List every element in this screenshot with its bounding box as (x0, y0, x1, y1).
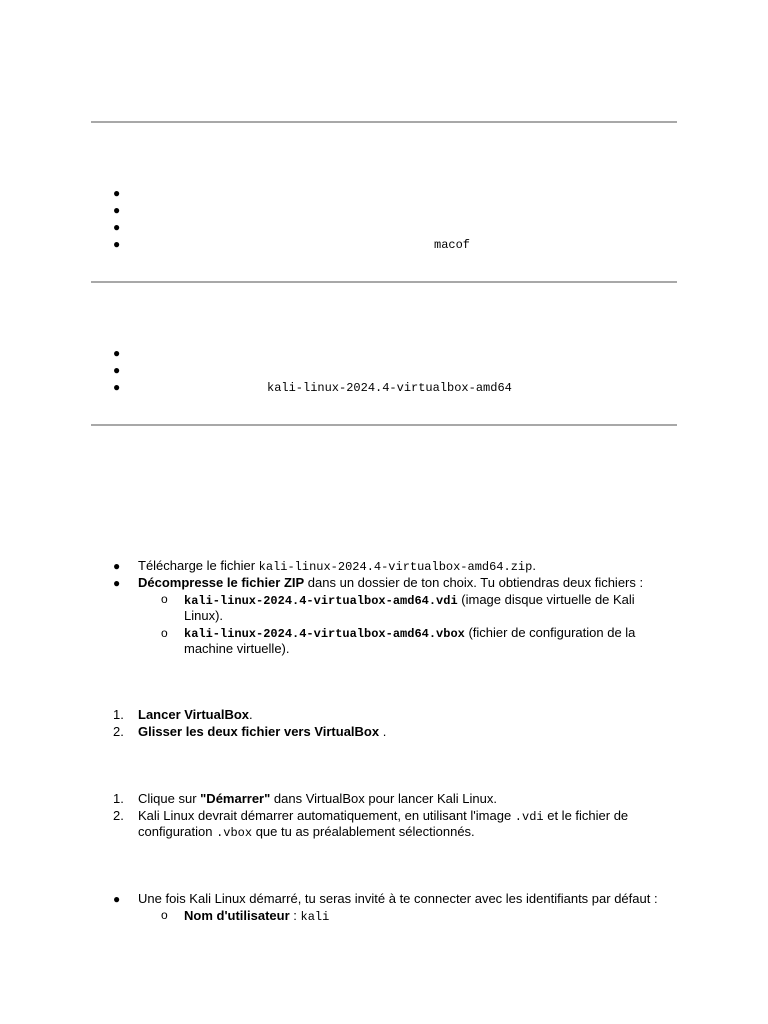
sub-bullet-icon: o (161, 592, 168, 606)
list-item-vbox (184, 625, 635, 642)
list-item-vdi (184, 592, 635, 609)
bullet-icon: ● (113, 186, 121, 200)
unzip-text: dans un dossier de ton choix. Tu obtiendras deux fichiers : (304, 575, 644, 590)
autostart-text-a: Kali Linux devrait démarrer automatiquement, en utilisant l'image (138, 808, 515, 823)
horizontal-rule-1 (91, 121, 677, 123)
username-value: kali (300, 910, 330, 924)
list-number: 1. (113, 791, 124, 806)
vbox-filename: kali-linux-2024.4-virtualbox-amd64.vbox (184, 627, 465, 641)
vdi-filename: kali-linux-2024.4-virtualbox-amd64.vdi (184, 594, 458, 608)
bullet-icon: ● (113, 346, 121, 360)
sub-bullet-icon: o (161, 908, 168, 922)
vdi-continuation: Linux). (184, 608, 224, 623)
login-intro: Une fois Kali Linux démarré, tu seras invité à te connecter avec les identifiants par défaut : (138, 891, 658, 906)
list-item-download (138, 558, 536, 575)
bullet-icon: ● (113, 237, 121, 251)
sub-bullet-icon: o (161, 626, 168, 640)
bullet-icon: ● (113, 576, 121, 590)
username-label: Nom d'utilisateur (184, 908, 290, 923)
code-macof: macof (434, 238, 471, 252)
horizontal-rule-3 (91, 424, 677, 426)
step-launch-virtualbox (138, 707, 253, 723)
login-username (184, 908, 329, 925)
unzip-bold: Décompresse le fichier ZIP (138, 575, 305, 590)
vbox-text: (fichier de configuration de la (464, 625, 636, 640)
step-launch-bold: Lancer VirtualBox (138, 707, 250, 722)
horizontal-rule-2 (91, 281, 677, 283)
bullet-icon: ● (113, 363, 121, 377)
step-autostart-line1 (138, 808, 628, 825)
step-start-pre: Clique sur (138, 791, 201, 806)
autostart-code-vbox: .vbox (216, 826, 253, 840)
download-filename: kali-linux-2024.4-virtualbox-amd64.zip (258, 560, 533, 574)
step-launch-tail: . (249, 707, 253, 722)
code-kali-name: kali-linux-2024.4-virtualbox-amd64 (267, 381, 512, 395)
step-start-bold: "Démarrer" (200, 791, 271, 806)
username-sep: : (289, 908, 301, 923)
vdi-text: (image disque virtuelle de Kali (457, 592, 635, 607)
step-drag-bold: Glisser les deux fichier vers VirtualBox (138, 724, 380, 739)
list-item-unzip (138, 575, 643, 591)
bullet-icon: ● (113, 220, 121, 234)
step-drag-tail: . (379, 724, 387, 739)
autostart-text-c: configuration (138, 824, 217, 839)
vbox-continuation: machine virtuelle). (184, 641, 290, 656)
list-number: 2. (113, 808, 124, 823)
download-tail: . (532, 558, 536, 573)
autostart-code-vdi: .vdi (514, 810, 544, 824)
step-autostart-line2 (138, 824, 475, 841)
bullet-icon: ● (113, 203, 121, 217)
bullet-icon: ● (113, 892, 121, 906)
list-number: 1. (113, 707, 124, 722)
autostart-text-b: et le fichier de (543, 808, 629, 823)
download-text: Télécharge le fichier (138, 558, 259, 573)
step-click-start (138, 791, 497, 807)
bullet-icon: ● (113, 559, 121, 573)
list-number: 2. (113, 724, 124, 739)
step-start-tail: dans VirtualBox pour lancer Kali Linux. (270, 791, 497, 806)
autostart-text-d: que tu as préalablement sélectionnés. (252, 824, 475, 839)
bullet-icon: ● (113, 380, 121, 394)
step-drag-files (138, 724, 386, 740)
